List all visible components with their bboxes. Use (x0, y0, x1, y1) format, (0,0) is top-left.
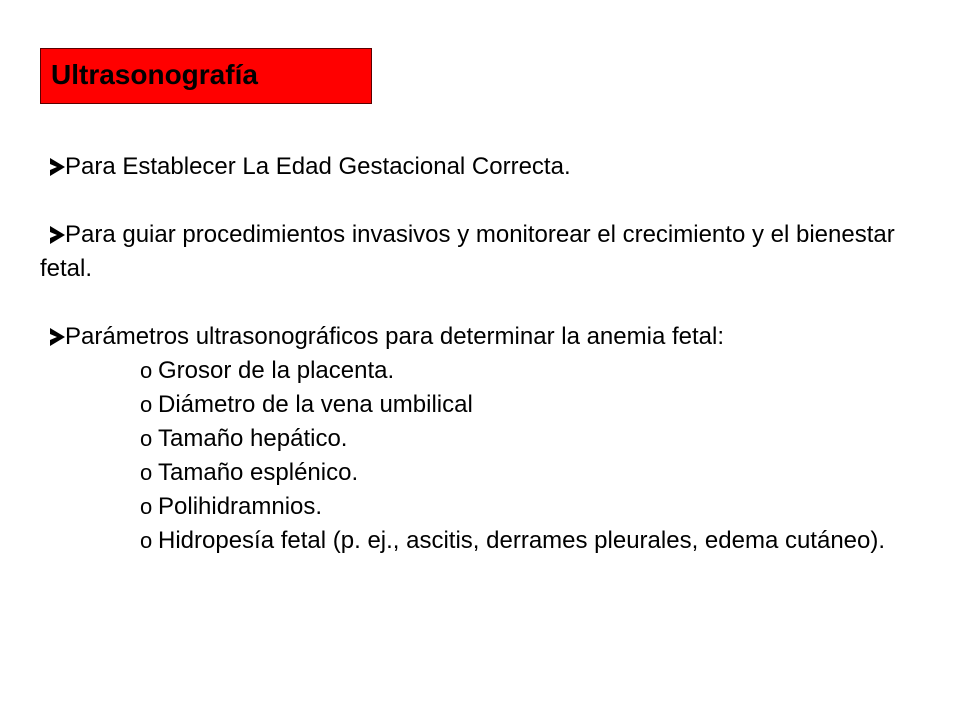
bullet-item (40, 218, 920, 286)
sub-item-text: Diámetro de la vena umbilical (158, 391, 473, 418)
sub-list-item (140, 456, 920, 490)
sub-item-text: Polihidramnios. (158, 493, 323, 520)
arrow-bullet-icon (50, 226, 65, 244)
arrow-bullet-icon (50, 328, 65, 346)
bullet-item (40, 320, 920, 558)
circle-bullet-icon: o (140, 392, 153, 417)
circle-bullet-icon: o (140, 494, 153, 519)
bullet-text: Para guiar procedimientos invasivos y monitorear el crecimiento y el bienestar fetal. (40, 221, 895, 282)
sub-item-text: Grosor de la placenta. (158, 357, 395, 384)
sub-list-item (140, 524, 920, 558)
sub-list (40, 354, 920, 558)
bullet-text: Para Establecer La Edad Gestacional Correcta. (65, 153, 571, 180)
sub-item-text: Hidropesía fetal (p. ej., ascitis, derrames pleurales, edema cutáneo). (158, 527, 886, 554)
title-box (40, 48, 372, 104)
sub-list-item (140, 490, 920, 524)
circle-bullet-icon: o (140, 528, 153, 553)
arrow-bullet-icon (50, 158, 65, 176)
slide-title: Ultrasonografía (51, 59, 258, 90)
bullet-text: Parámetros ultrasonográficos para determinar la anemia fetal: (65, 323, 724, 350)
bullet-item (40, 150, 920, 184)
slide-content (40, 150, 920, 558)
sub-item-text: Tamaño esplénico. (158, 459, 359, 486)
sub-list-item (140, 422, 920, 456)
sub-list-item (140, 354, 920, 388)
circle-bullet-icon: o (140, 358, 153, 383)
sub-list-item (140, 388, 920, 422)
circle-bullet-icon: o (140, 426, 153, 451)
sub-item-text: Tamaño hepático. (158, 425, 348, 452)
circle-bullet-icon: o (140, 460, 153, 485)
